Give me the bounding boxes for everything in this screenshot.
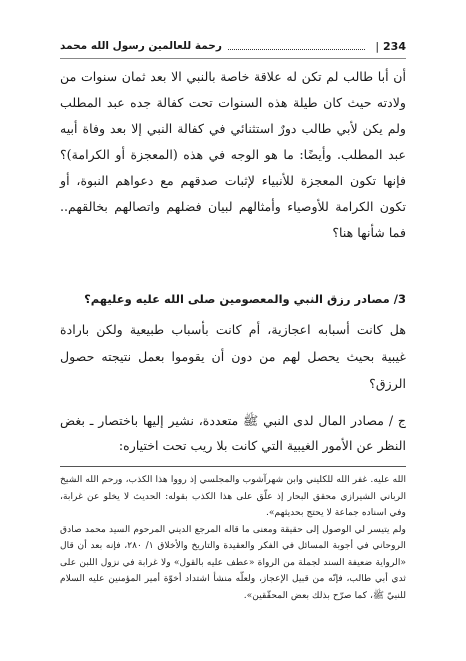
running-head <box>60 33 406 59</box>
footnote-rule <box>60 466 406 467</box>
footnote-continuation: الله عليه. غفر الله للكليني وابن شهرآشوب والمجلسي إذ رووا هذا الكذب، ورحم الله الشيخ الرباني الشيرازي محقق البحار إذ علّق على هذا الكذب بقوله: الحديث لا يخلو عن غرابة، وفي اسناده جماعة لا يحتج بحديثهم». <box>60 474 406 518</box>
footnotes <box>60 472 406 604</box>
paragraph-1: أن أبا طالب لم تكن له علاقة خاصة بالنبي الا بعد ثمان سنوات من ولادته حيث كان طيلة هذه السنوات تحت كفالة جده عبد المطلب ولم يكن لأبي طالب دورٌ استثنائي في كفالة النبي إلا بعد وفاة أبيه عبد المطلب. وأيضًا: ما هو الوجه في هذه (المعجزة أو الكرامة)؟ فإنها تكون المعجزة للأنبياء لإثبات صدقهم مع دعواهم النبوة، أو تكون الكرامة للأوصياء وأمثالهم لبيان فضلهم واتصالهم بخالقهم.. فما شأنها هنا؟ <box>60 69 406 240</box>
header-rule <box>60 58 406 59</box>
footnote-paragraph: ولم يتيسر لي الوصول إلى حقيقة ومعنى ما قاله المرجع الديني المرحوم السيد محمد صادق الروحاني في أجوبة المسائل في الفكر والعقيدة والتاريخ والأخلاق ١/ ٢٨٠، فإنه بعد أن قال «الرواية ضعيفة السند لجملة من الرواة «عطف عليه بالقول» ولا غرابة في نزول اللبن على ثدي أبي طالب، فإنّه من قبيل الإعجاز، ولعلّه منشأ اشتداد أخوّة أمير المؤمنين عليه السلام للنبيّ ﷺ، كما صرّح بذلك بعض المحقّقين». <box>60 523 406 601</box>
page-number: 234 <box>383 39 406 53</box>
section-heading: 3/ مصادر رزق النبي والمعصومين صلى الله عليه وعليهم؟ <box>84 292 406 306</box>
book-title: رحمة للعالمين رسول الله محمد <box>60 40 222 52</box>
paragraph-3: ج / مصادر المال لدى النبي ﷺ متعددة، نشير إليها باختصار ـ بغض النظر عن الأمور الغيبية التي كانت بلا ريب تحت اختياره: <box>60 413 406 453</box>
paragraph-2: هل كانت أسبابه اعجازية، أم كانت بأسباب طبيعية ولكن بارادة غيبية بحيث يحصل لهم من دون أن يقوموا بعمل نتيجته حصول الرزق؟ <box>60 322 406 391</box>
header-separator: | <box>375 39 380 53</box>
leader-dots <box>228 49 365 50</box>
